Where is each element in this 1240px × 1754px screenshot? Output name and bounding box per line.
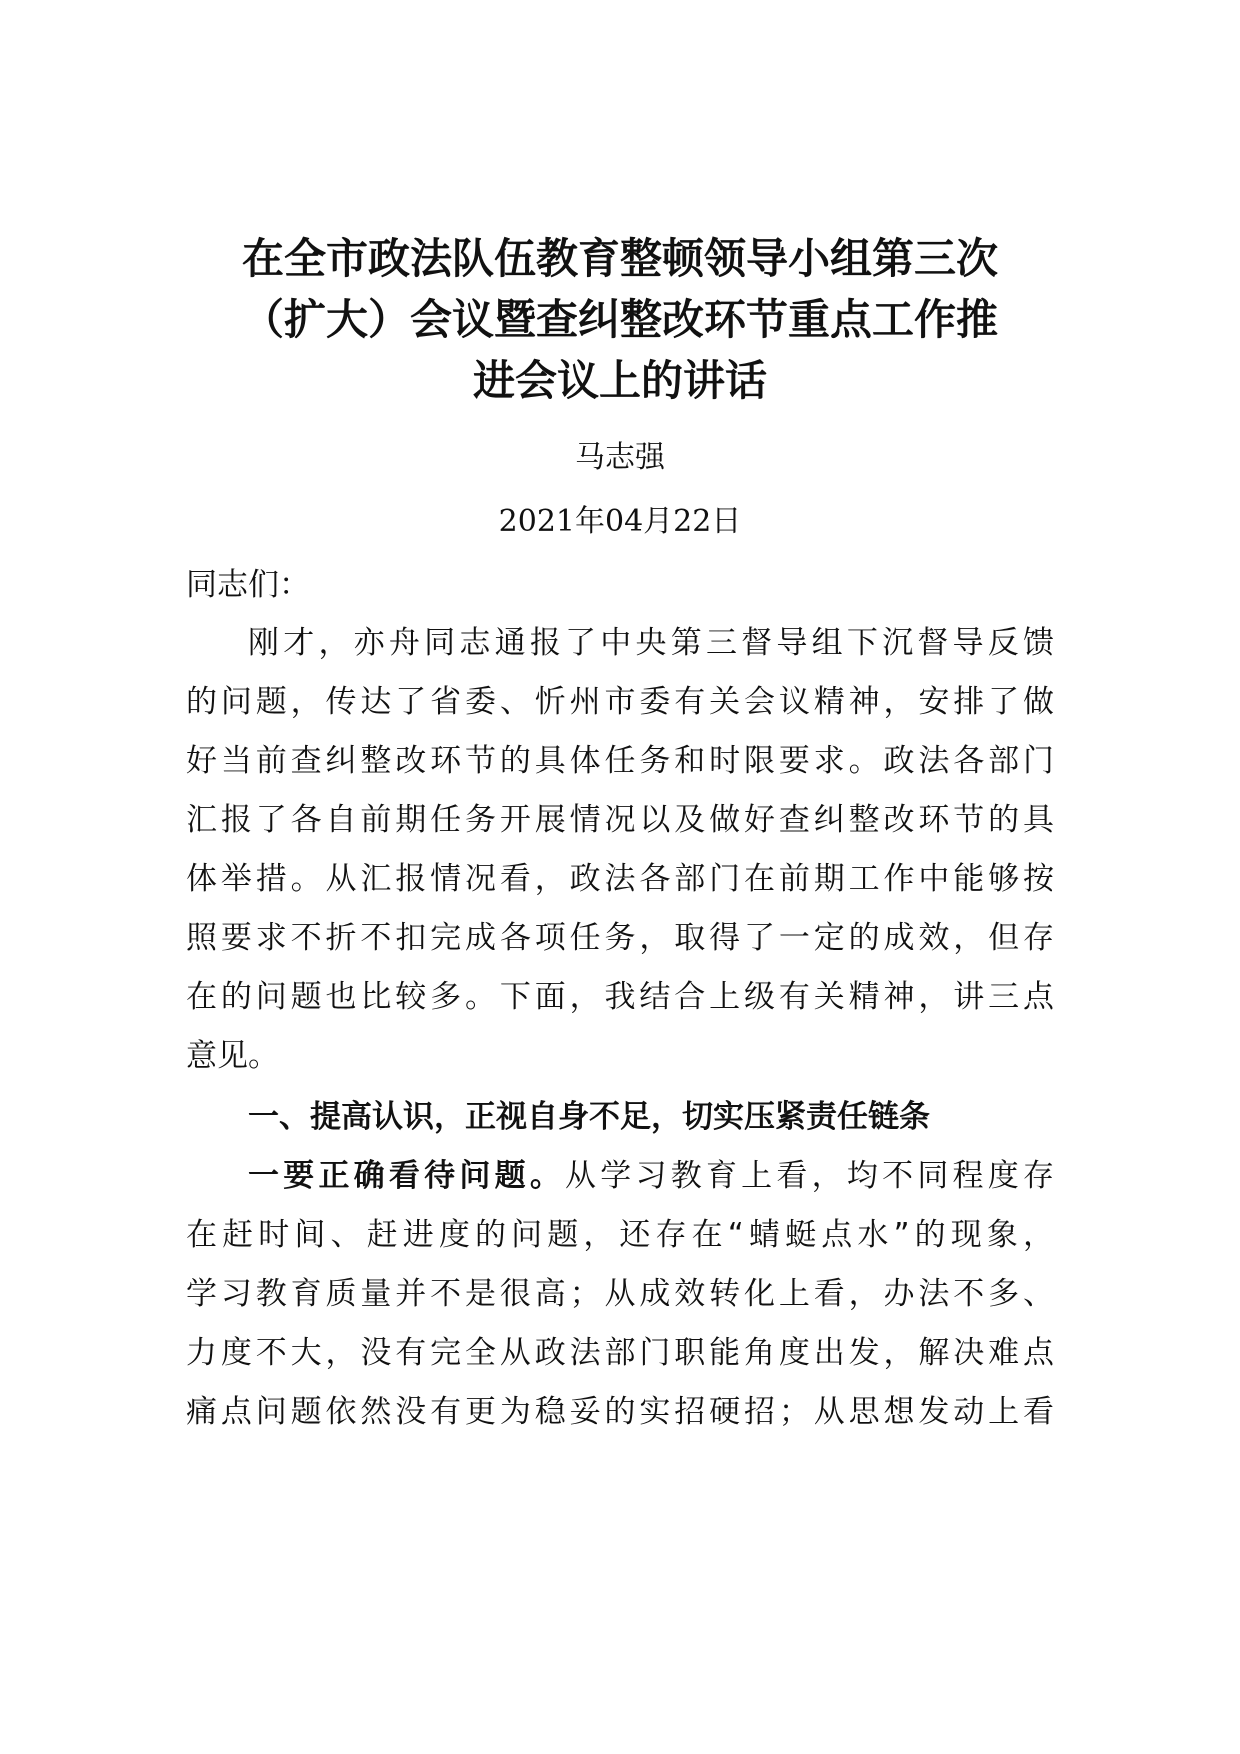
subsection-1-line-3: 学习教育质量并不是很高；从成效转化上看，办法不多、 [186,1276,1054,1312]
paragraph-1-line-7: 在的问题也比较多。下面，我结合上级有关精神，讲三点 [186,979,1054,1015]
paragraph-1-line-3: 好当前查纠整改环节的具体任务和时限要求。政法各部门 [186,743,1054,779]
paragraph-1-line-1: 刚才，亦舟同志通报了中央第三督导组下沉督导反馈 [248,625,1054,661]
title-line-2: （扩大）会议暨查纠整改环节重点工作推 [241,295,998,344]
subsection-1-line-2: 在赶时间、赶进度的问题，还存在“蜻蜓点水”的现象， [186,1217,1054,1253]
paragraph-1-line-8: 意见。 [186,1038,279,1074]
title-line-3: 进会议上的讲话 [472,356,767,405]
speech-date: 2021年04月22日 [498,504,742,539]
subsection-1-line-5: 痛点问题依然没有更为稳妥的实招硬招；从思想发动上看 [186,1394,1054,1430]
subsection-1-line-4: 力度不大，没有完全从政法部门职能角度出发，解决难点 [186,1335,1054,1371]
paragraph-1-line-5: 体举措。从汇报情况看，政法各部门在前期工作中能够按 [186,861,1054,897]
section-1-heading: 一、提高认识，正视自身不足，切实压紧责任链条 [248,1099,930,1135]
author-name: 马志强 [575,440,665,475]
document-title [150,228,1090,411]
paragraph-1-line-4: 汇报了各自前期任务开展情况以及做好查纠整改环节的具 [186,802,1054,838]
paragraph-1-line-2: 的问题，传达了省委、忻州市委有关会议精神，安排了做 [186,684,1054,720]
subsection-1-first-rest: 从学习教育上看，均不同程度存 [565,1158,1054,1194]
paragraph-1-line-6: 照要求不折不扣完成各项任务，取得了一定的成效，但存 [186,920,1054,956]
subsection-1-line-1 [248,1156,1054,1196]
salutation: 同志们： [186,567,310,603]
title-line-1: 在全市政法队伍教育整顿领导小组第三次 [241,234,998,283]
subsection-1-lead: 一要正确看待问题。 [248,1158,566,1194]
